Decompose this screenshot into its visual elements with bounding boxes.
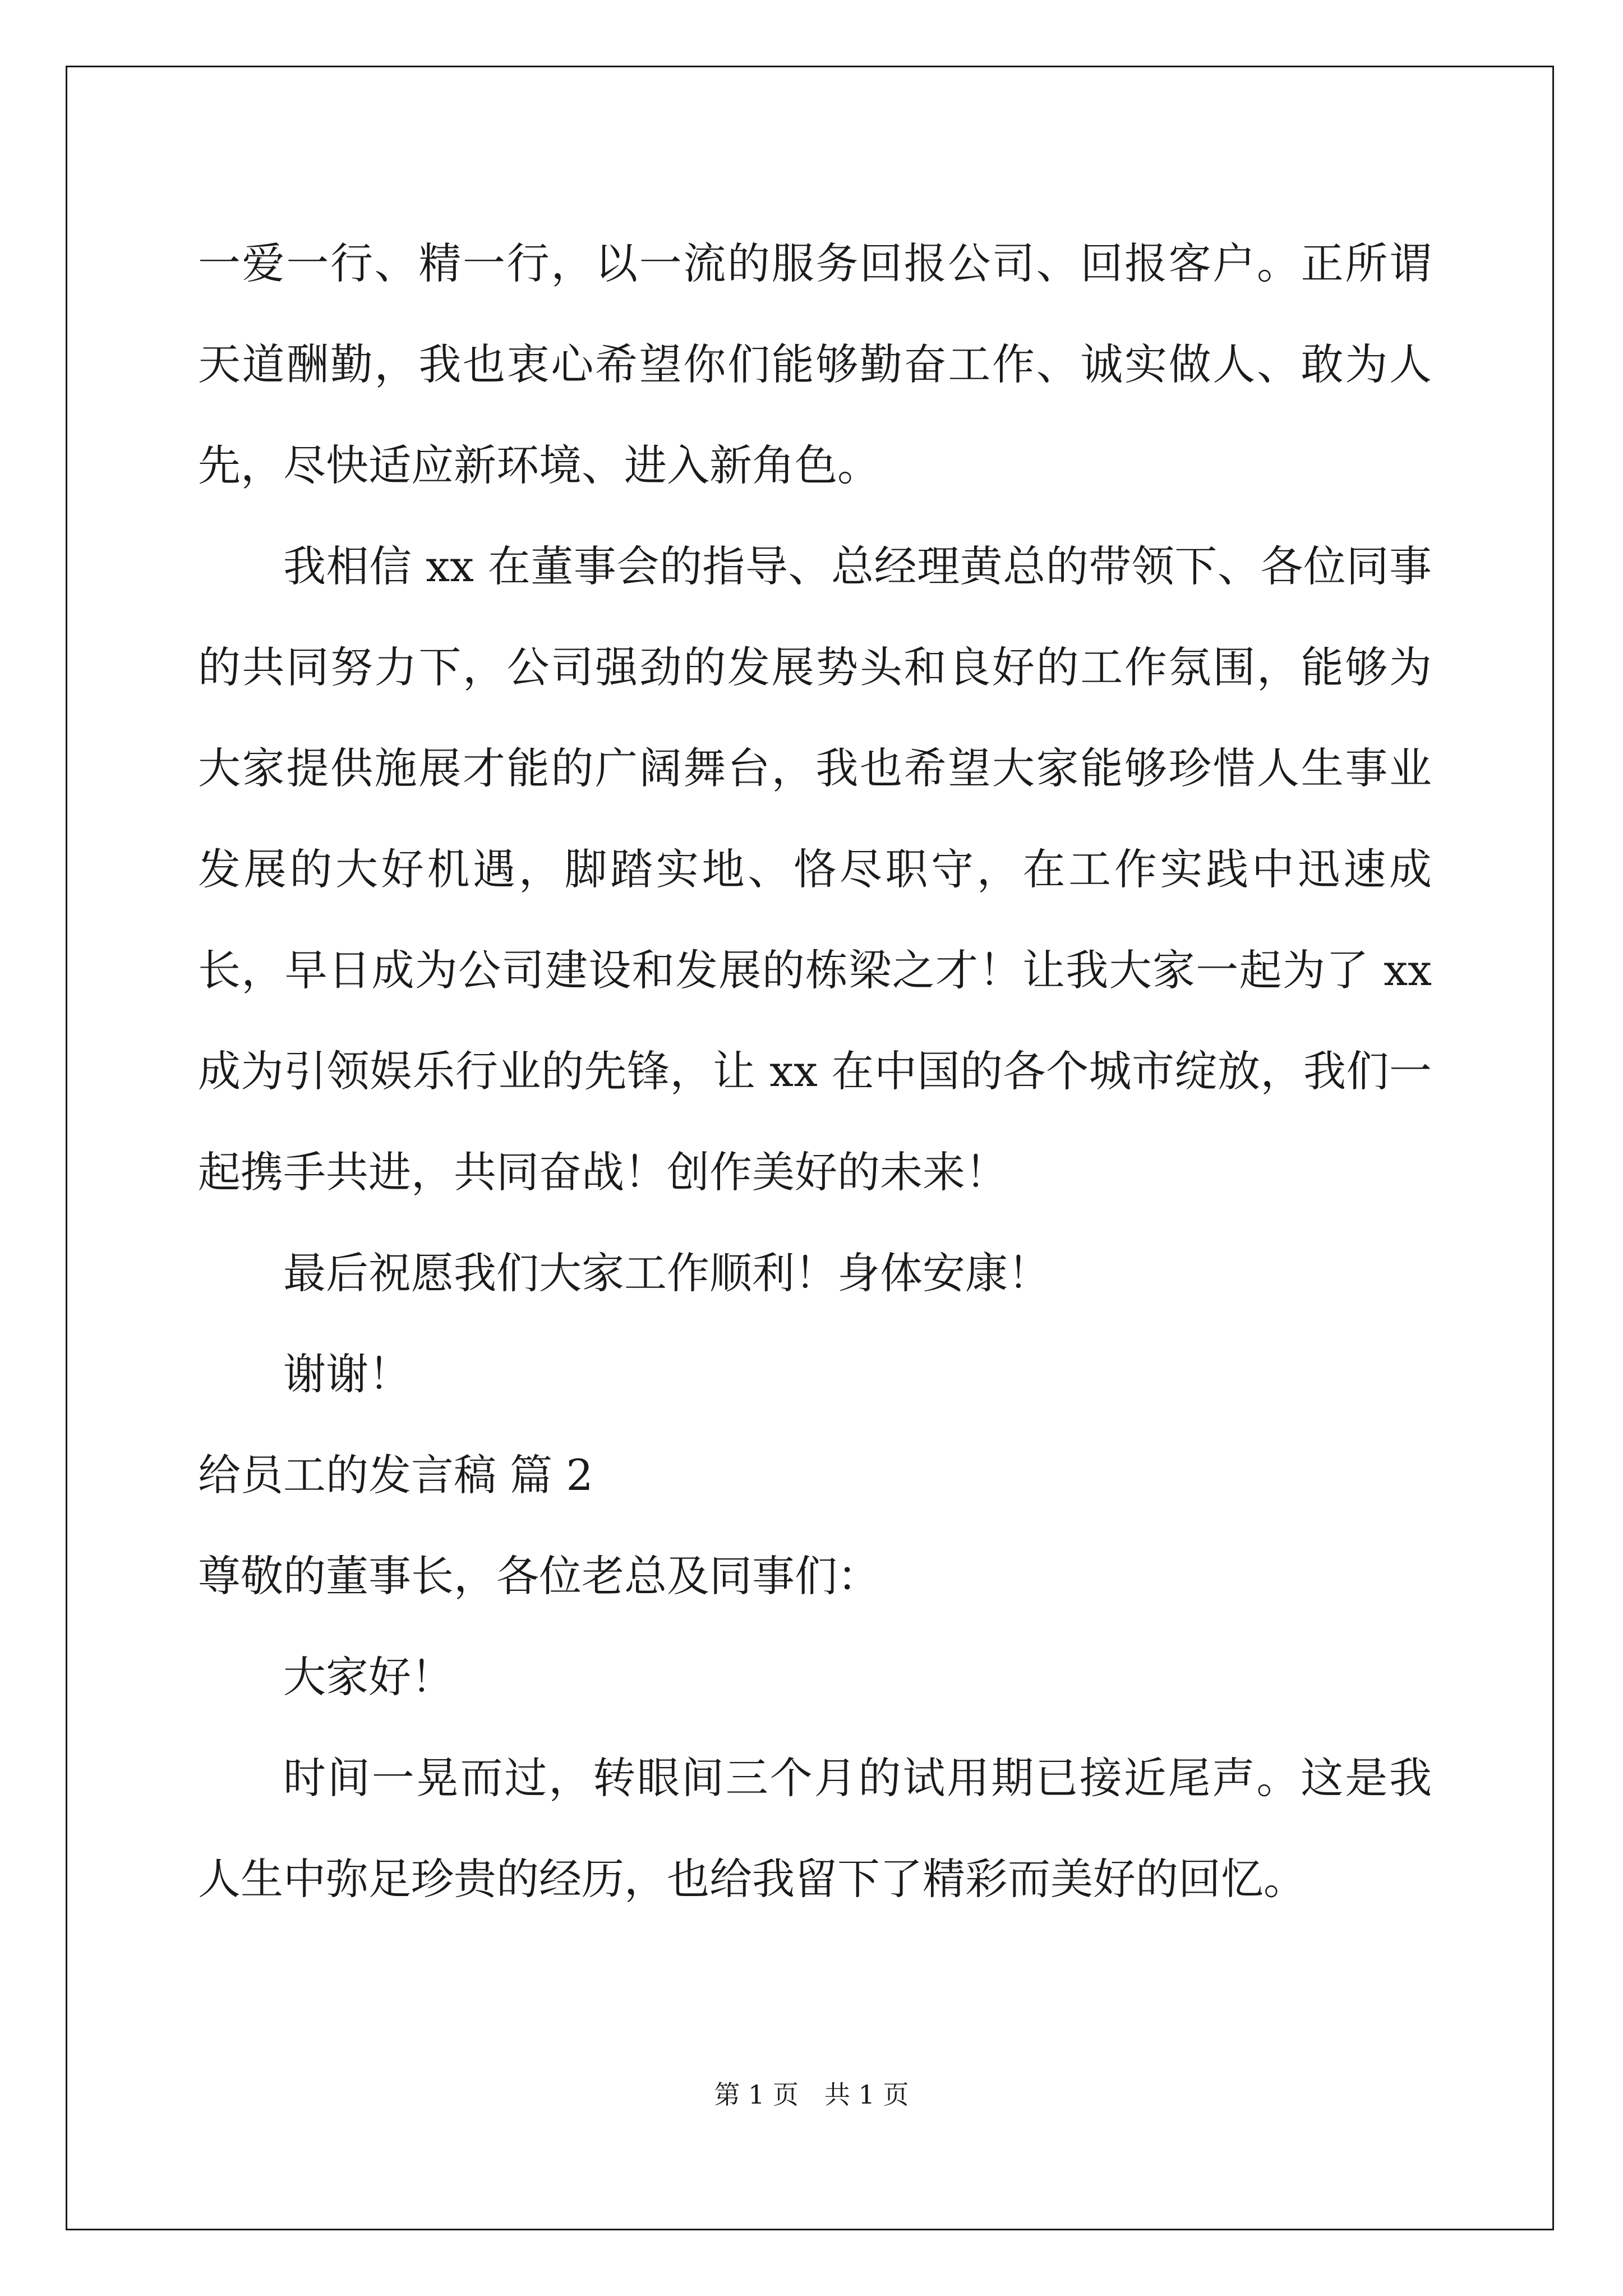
paragraph: 一爱一行、精一行，以一流的服务回报公司、回报客户。正所谓天道酬勤，我也衷心希望你们能够勤奋工作、诚实做人、敢为人先，尽快适应新环境、进入新角色。 xyxy=(198,238,1432,490)
paragraph: 最后祝愿我们大家工作顺利！身体安康！ xyxy=(283,1248,1050,1298)
paragraph: 谢谢！ xyxy=(283,1349,411,1399)
section-heading: 给员工的发言稿 篇 2 xyxy=(198,1450,593,1500)
page-footer: 第 1 页 共 1 页 xyxy=(714,2079,909,2110)
paragraph: 我相信 xx 在董事会的指导、总经理黄总的带领下、各位同事的共同努力下，公司强劲的发展势头和良好的工作氛围，能够为大家提供施展才能的广阔舞台，我也希望大家能够珍惜人生事业发展的大好机遇，脚踏实地、恪尽职守，在工作实践中迅速成长，早日成为公司建设和发展的栋梁之才！让我大家一起为了 xx 成为引领娱乐行业的先锋，让 xx 在中国的各个城市绽放，我们一起携手共进，共同奋战！创作美好的未来！ xyxy=(198,541,1432,1197)
salutation: 尊敬的董事长，各位老总及同事们： xyxy=(198,1551,880,1601)
document-body xyxy=(198,213,1432,1930)
paragraph: 时间一晃而过，转眼间三个月的试用期已接近尾声。这是我人生中弥足珍贵的经历，也给我留下了精彩而美好的回忆。 xyxy=(198,1753,1432,1904)
greeting: 大家好！ xyxy=(283,1652,454,1702)
